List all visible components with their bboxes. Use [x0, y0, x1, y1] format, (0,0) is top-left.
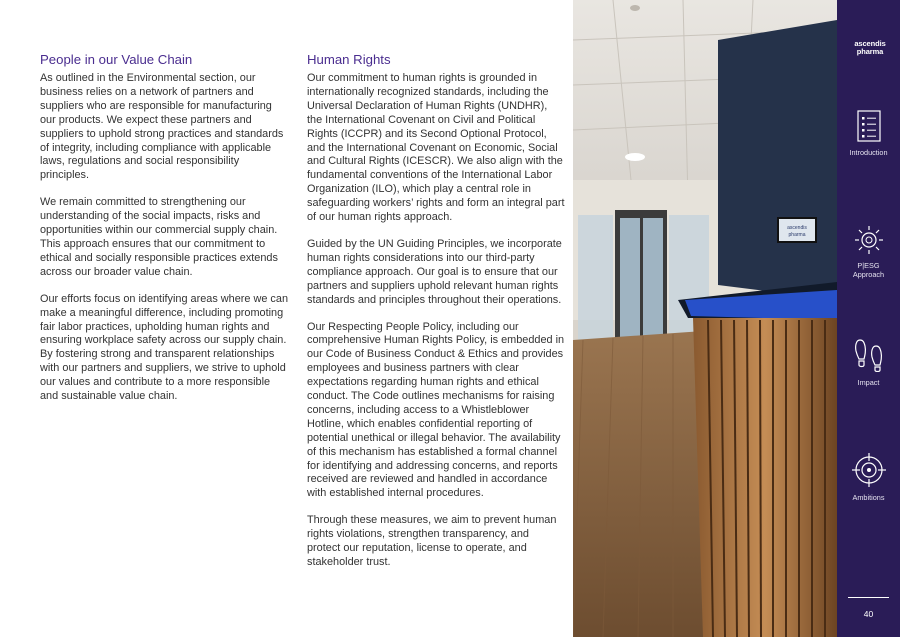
document-list-icon: [857, 110, 881, 142]
nav-pesg-approach[interactable]: [837, 224, 900, 279]
paragraph: We remain committed to strengthening our understanding of the social impacts, risks and opportunities within our commercial supply chain. This approach ensures that our commitment to ethical and socially responsible practices extends across our broader value chain.: [40, 196, 278, 278]
target-icon: [852, 453, 886, 487]
logo-line-2: pharma: [856, 46, 884, 56]
left-column: [40, 52, 290, 417]
sidebar: [837, 0, 900, 637]
paragraph: As outlined in the Environmental section, our business relies on a network of partners and suppliers who are responsible for manufacturing our products. We expect these partners and suppliers to uphold strong practices and standards of integrity, including compliance with applicable laws, regulations and social responsibility principles.: [40, 72, 284, 182]
office-reception-photo: [573, 0, 837, 637]
screen-text-1: ascendis: [787, 225, 807, 231]
paragraph: Our commitment to human rights is grounded in internationally recognized standards, including the Universal Declaration of Human Rights (UNDHR), the International Covenant on Civil and Political Rights (ICCPR) and its Second Optional Protocol, and the International Covenant on Economic, Social and Cultural Rights (ICESCR). We also align with the fundamental conventions of the International Labor Organization (ILO), which play a central role in safeguarding workers’ rights and form an integral part of our human rights approach.: [307, 72, 565, 224]
nav-label-pesg-line2: Approach: [852, 270, 885, 279]
nav-label-ambitions: Ambitions: [852, 493, 885, 502]
sun-gear-icon: [853, 224, 885, 256]
nav-label-pesg-line1: P|ESG: [857, 261, 880, 270]
footprints-icon: [854, 338, 884, 372]
nav-impact[interactable]: [837, 338, 900, 387]
section-heading-value-chain: People in our Value Chain: [40, 52, 193, 67]
page-number: 40: [863, 609, 874, 619]
logo-line-1: ascendis: [854, 39, 886, 48]
paragraph: Our efforts focus on identifying areas where we can make a meaningful difference, including promoting fair labor practices, upholding human rights and ensuring workplace safety across our supply chain. By fostering strong and transparent relationships with our partners and suppliers, we strive to uphold our values and contribute to a more responsible and sustainable value chain.: [40, 292, 288, 403]
office-illustration: [573, 0, 837, 637]
right-column: [307, 52, 565, 583]
nav-label-impact: Impact: [857, 378, 880, 387]
page-divider: [848, 597, 889, 598]
paragraph: Through these measures, we aim to prevent human rights violations, strengthen transparency, and protect our reputation, license to operate, and stakeholder trust.: [307, 514, 557, 568]
screen-text-2: pharma: [788, 232, 806, 238]
ascendis-logo: [845, 40, 895, 55]
nav-label-introduction: Introduction: [849, 148, 888, 157]
nav-ambitions[interactable]: [837, 453, 900, 502]
paragraph: Our Respecting People Policy, including our comprehensive Human Rights Policy, is embedded in our Code of Business Conduct & Ethics and provides employees and business partners with clear expectations regarding human rights and ethical conduct. The Code outlines mechanisms for raising concerns, including access to a Whistleblower Hotline, which enables confidential reporting of potential unethical or illegal behavior. The availability of this mechanism has established a formal channel for identifying and addressing concerns, and reports received are reviewed and handled in accordance with established internal procedures.: [307, 320, 565, 500]
paragraph: Guided by the UN Guiding Principles, we incorporate human rights considerations into our third-party compliance approach. Our goal is to ensure that our partners and suppliers uphold relevant human rights standards and principles throughout their operations.: [307, 237, 562, 306]
nav-introduction[interactable]: [837, 110, 900, 157]
section-heading-human-rights: Human Rights: [307, 52, 391, 67]
nav-label-pesg: [837, 261, 900, 279]
